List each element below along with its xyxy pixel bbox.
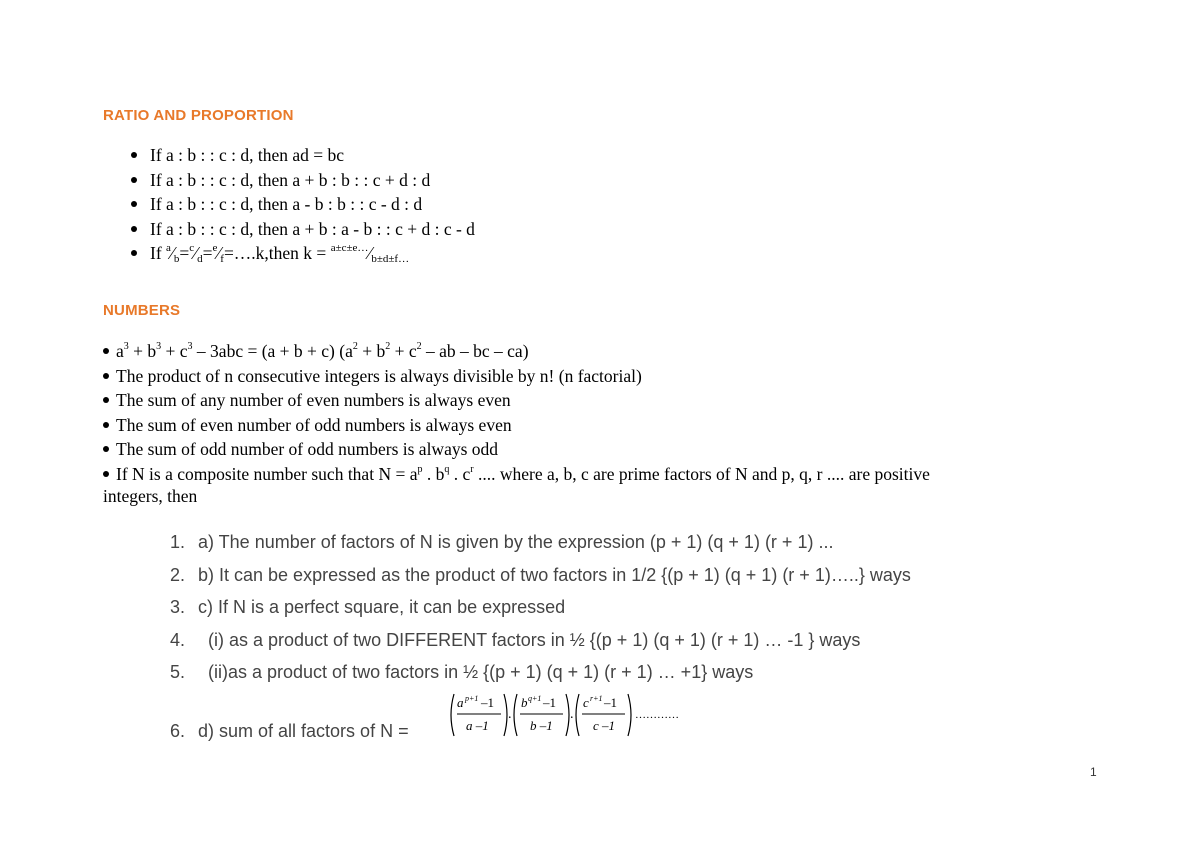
list-number: 3.	[170, 597, 186, 617]
list-item-text: If a : b : : c : d, then a - b : b : : c - d : d	[150, 194, 423, 214]
formula-numerator-base: b	[521, 695, 528, 710]
bullet-icon	[103, 348, 109, 354]
list-number: 1.	[170, 532, 186, 552]
left-paren-icon	[576, 694, 579, 736]
ratio-heading: RATIO AND PROPORTION	[103, 107, 294, 124]
fraction-slash: ⁄	[194, 243, 198, 263]
list-item	[131, 217, 475, 242]
list-number: 5.	[170, 662, 186, 682]
list-item	[170, 561, 911, 594]
fraction-slash: ⁄	[170, 243, 174, 263]
right-paren-icon	[504, 694, 507, 736]
fraction-denominator: f	[220, 253, 224, 265]
list-item-text: If a : b : : c : d, then ad = bc	[150, 145, 345, 165]
list-number: 4.	[170, 629, 186, 650]
list-item	[170, 528, 911, 561]
exponent: 2	[352, 341, 358, 353]
list-item	[170, 658, 911, 691]
list-item-text: c) If N is a perfect square, it can be expressed	[198, 597, 566, 617]
formula-numerator-tail: –1	[481, 695, 494, 710]
bullet-icon	[103, 422, 109, 428]
exponent: p	[417, 463, 423, 475]
exponent: 2	[416, 341, 422, 353]
list-item	[103, 388, 930, 413]
numbers-heading: NUMBERS	[103, 302, 181, 319]
formula-dot: .	[508, 707, 512, 722]
bullet-icon	[131, 201, 137, 207]
fraction-slash: ⁄	[217, 243, 221, 263]
text-part: + c	[390, 341, 417, 361]
formula-denominator: c –1	[593, 718, 616, 733]
list-item	[103, 364, 930, 389]
list-item	[131, 168, 475, 193]
formula-numerator-base: c	[583, 695, 589, 710]
bullet-icon	[131, 177, 137, 183]
list-item	[131, 143, 475, 168]
text-part: .... where a, b, c are prime factors of N and p, q, r .... are positive	[473, 463, 930, 484]
text-part: . b	[422, 463, 445, 484]
list-item-text: The sum of odd number of odd numbers is always odd	[116, 439, 499, 459]
numbers-list	[103, 339, 930, 486]
exponent: 3	[156, 341, 162, 353]
formula-dot: .	[570, 707, 574, 722]
fraction-denominator: b	[173, 253, 180, 265]
list-item-ratio-constant	[131, 241, 475, 272]
text-part: If	[150, 243, 167, 263]
formula-denominator: b –1	[530, 718, 553, 733]
fraction-denominator: d	[197, 253, 203, 265]
list-item-text: If a : b : : c : d, then a + b : b : : c + d : d	[150, 169, 431, 190]
exponent: r	[470, 463, 474, 475]
fraction-numerator: a	[166, 242, 171, 255]
formula-exponent: r+1	[590, 694, 603, 703]
bullet-icon	[103, 471, 109, 477]
sum-of-factors-formula	[445, 690, 705, 742]
left-paren-icon	[451, 694, 454, 736]
text-part: =	[179, 243, 190, 263]
list-item-text: a) The number of factors of N is given by the expression (p + 1) (q + 1) (r + 1) ...	[198, 532, 834, 552]
list-item	[170, 593, 911, 626]
exponent: 3	[123, 341, 129, 353]
formula-numerator-tail: –1	[604, 695, 617, 710]
exponent: q	[444, 463, 450, 475]
text-part: =	[202, 243, 213, 263]
fraction-numerator: c	[189, 242, 195, 255]
list-item-text: (ii)as a product of two factors in ½ {(p + 1) (q + 1) (r + 1) … +1} ways	[198, 662, 754, 682]
list-item	[103, 437, 930, 462]
list-item	[131, 192, 475, 217]
text-part: + b	[357, 341, 386, 361]
text-part: If N is a composite number such that N = a	[116, 463, 418, 484]
text-part: – 3abc = (a + b + c) (a	[192, 341, 353, 361]
list-item-text: The product of n consecutive integers is always divisible by n! (n factorial)	[116, 365, 642, 386]
text-part: + c	[161, 341, 188, 361]
list-item-cubic-identity	[103, 339, 930, 364]
fraction-slash: ⁄	[368, 243, 372, 263]
page-number: 1	[1090, 765, 1097, 779]
composite-continuation: integers, then	[103, 486, 198, 506]
list-item-text: (i) as a product of two DIFFERENT factors in ½ {(p + 1) (q + 1) (r + 1) … -1 } ways	[198, 629, 861, 650]
list-item	[103, 413, 930, 438]
list-item-composite	[103, 462, 930, 487]
right-paren-icon	[628, 694, 631, 736]
right-paren-icon	[566, 694, 569, 736]
formula-numerator-base: a	[457, 695, 464, 710]
formula-numerator-tail: –1	[543, 695, 556, 710]
list-number: 2.	[170, 564, 186, 585]
bullet-icon	[103, 397, 109, 403]
bullet-icon	[131, 250, 137, 256]
formula-ellipsis: …………	[635, 709, 679, 721]
fraction-numerator: a±c±e…	[330, 242, 369, 255]
bullet-icon	[131, 152, 137, 158]
exponent: 3	[187, 341, 193, 353]
list-item-text: b) It can be expressed as the product of two factors in 1/2 {(p + 1) (q + 1) (r + 1)…..} ways	[198, 564, 911, 585]
formula-exponent: p+1	[465, 694, 479, 703]
left-paren-icon	[514, 694, 517, 736]
list-item-text: The sum of any number of even numbers is always even	[116, 390, 511, 410]
text-part: a	[116, 341, 124, 361]
ratio-list	[131, 143, 475, 272]
list-item-text: If a : b : : c : d, then a + b : a - b : : c + d : c - d	[150, 218, 475, 239]
fraction-denominator: b±d±f…	[371, 253, 410, 265]
exponent: 2	[385, 341, 391, 353]
text-part: – ab – bc – ca)	[421, 341, 529, 361]
list-number: 6.	[170, 720, 186, 741]
text-part: . c	[449, 463, 471, 484]
list-item-text: d) sum of all factors of N =	[198, 720, 414, 741]
bullet-icon	[103, 446, 109, 452]
text-part: =….k,then k =	[223, 243, 331, 263]
list-item-text: The sum of even number of odd numbers is always even	[116, 414, 512, 435]
formula-denominator: a –1	[466, 718, 489, 733]
bullet-icon	[103, 373, 109, 379]
formula-exponent: q+1	[528, 694, 542, 703]
fraction-numerator: e	[212, 242, 218, 255]
bullet-icon	[131, 226, 137, 232]
list-item	[170, 626, 911, 659]
text-part: + b	[128, 341, 157, 361]
